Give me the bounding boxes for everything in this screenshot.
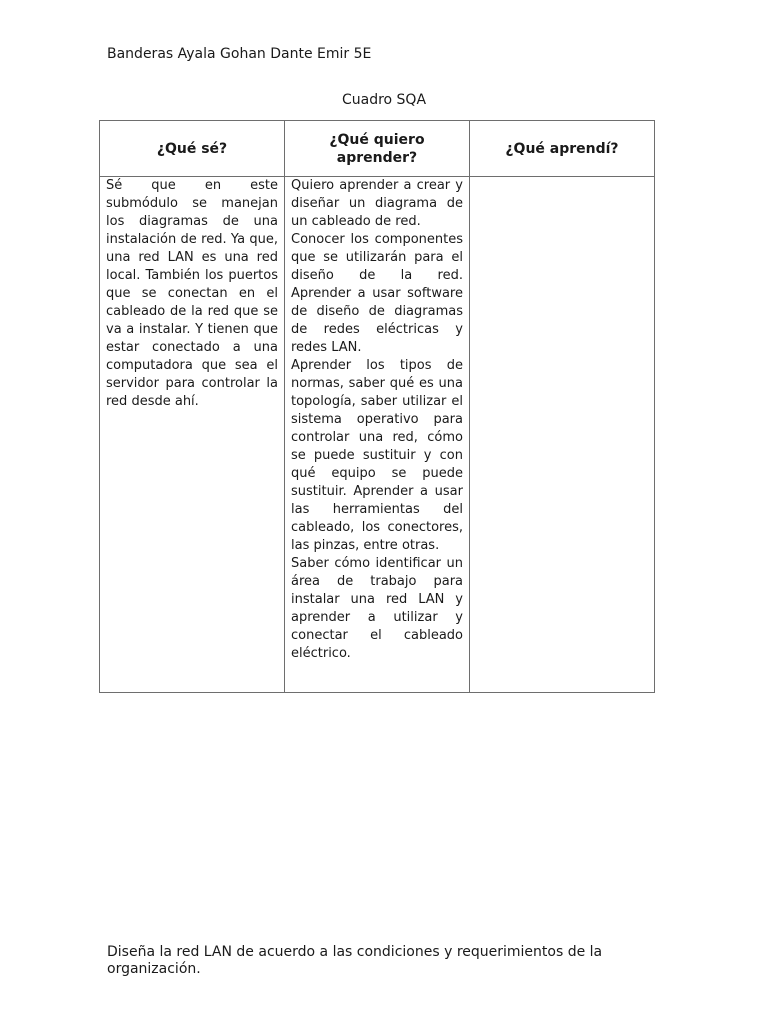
quiero-aprender-paragraph-4: Saber cómo identificar un área de trabajo para instalar una red LAN y aprender a utilizar y conectar el cableado eléctrico. bbox=[291, 556, 463, 661]
header-que-se: ¿Qué sé? bbox=[100, 121, 285, 177]
sqa-table bbox=[99, 120, 655, 693]
cell-que-se bbox=[100, 177, 285, 693]
quiero-aprender-paragraph-1: Quiero aprender a crear y diseñar un diagrama de un cableado de red. bbox=[291, 178, 463, 229]
quiero-aprender-paragraph-3: Aprender los tipos de normas, saber qué es una topología, saber utilizar el sistema operativo para controlar una red, cómo se puede sustituir y con qué equipo se puede sustituir. Aprender a usar las herramientas del cableado, los conectores, las pinzas, entre otras. bbox=[291, 358, 463, 553]
footer-instruction: Diseña la red LAN de acuerdo a las condiciones y requerimientos de la organización. bbox=[107, 944, 603, 977]
document-title: Cuadro SQA bbox=[341, 92, 427, 108]
header-que-aprendi: ¿Qué aprendí? bbox=[470, 121, 655, 177]
table-row bbox=[100, 177, 655, 693]
cell-que-quiero-aprender bbox=[285, 177, 470, 693]
cell-que-aprendi bbox=[470, 177, 655, 693]
quiero-aprender-paragraph-2: Conocer los componentes que se utilizarán para el diseño de la red. Aprender a usar software de diseño de diagramas de redes eléctricas y redes LAN. bbox=[291, 232, 463, 355]
header-que-quiero-aprender: ¿Qué quiero aprender? bbox=[285, 121, 470, 177]
table-header-row bbox=[100, 121, 655, 177]
que-se-text: Sé que en este submódulo se manejan los diagramas de una instalación de red. Ya que, una red LAN es una red local. También los puertos que se conectan en el cableado de la red que se va a instalar. Y tienen que estar conectado a una computadora que sea el servidor para controlar la red desde ahí. bbox=[106, 178, 278, 409]
author-line: Banderas Ayala Gohan Dante Emir 5E bbox=[107, 46, 372, 62]
